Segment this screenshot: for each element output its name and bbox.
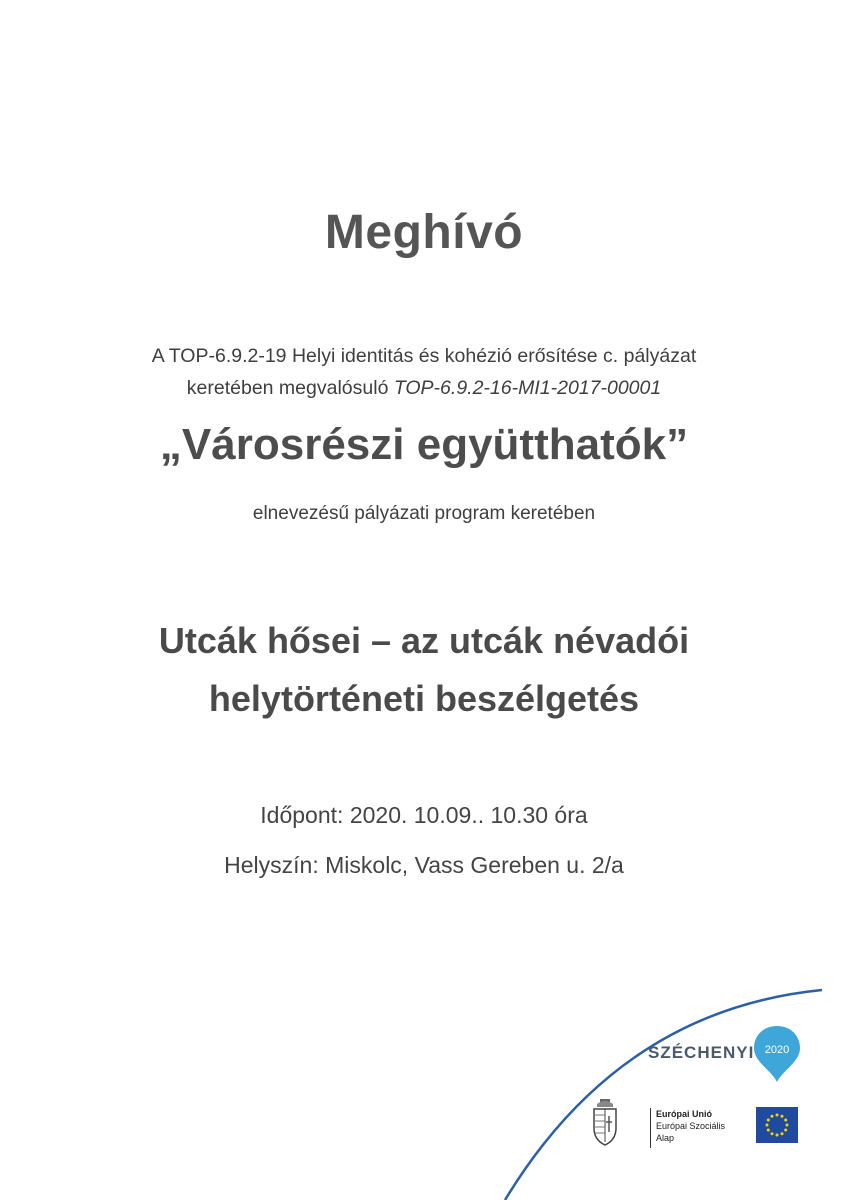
intro-text — [0, 340, 848, 404]
project-code: TOP-6.9.2-16-MI1-2017-00001 — [393, 377, 662, 399]
program-subtitle: elnevezésű pályázati program keretében — [252, 503, 596, 524]
szechenyi-logo-text: SZÉCHENYI — [648, 1043, 755, 1062]
eu-fund-text — [656, 1108, 725, 1144]
event-place: Helyszín: Miskolc, Vass Gereben u. 2/a — [224, 852, 624, 878]
page-title: Meghívó — [324, 206, 524, 259]
event-details — [0, 790, 848, 890]
event-title-line-2: helytörténeti beszélgetés — [208, 678, 640, 719]
event-title-line-1: Utcák hősei – az utcák névadói — [158, 620, 690, 661]
intro-line-2-prefix: keretében megvalósuló — [186, 377, 394, 399]
eu-divider — [650, 1108, 651, 1148]
eu-line-2: Európai Szociális — [656, 1121, 726, 1131]
program-name: „Városrészi együtthatók” — [159, 420, 689, 469]
szechenyi-2020-pin-icon — [751, 1024, 803, 1084]
event-title — [0, 612, 848, 728]
event-time: Időpont: 2020. 10.09.. 10.30 óra — [260, 802, 588, 828]
eu-flag-icon — [756, 1107, 798, 1143]
pin-year: 2020 — [764, 1044, 790, 1056]
eu-line-3: Alap — [656, 1133, 675, 1143]
eu-line-1: Európai Unió — [656, 1109, 712, 1119]
blue-arc-line — [505, 990, 822, 1200]
intro-line-2 — [0, 372, 848, 404]
intro-line-1: A TOP-6.9.2-19 Helyi identitás és kohézió erősítése c. pályázat — [151, 345, 697, 367]
coat-of-arms-icon — [588, 1098, 622, 1148]
